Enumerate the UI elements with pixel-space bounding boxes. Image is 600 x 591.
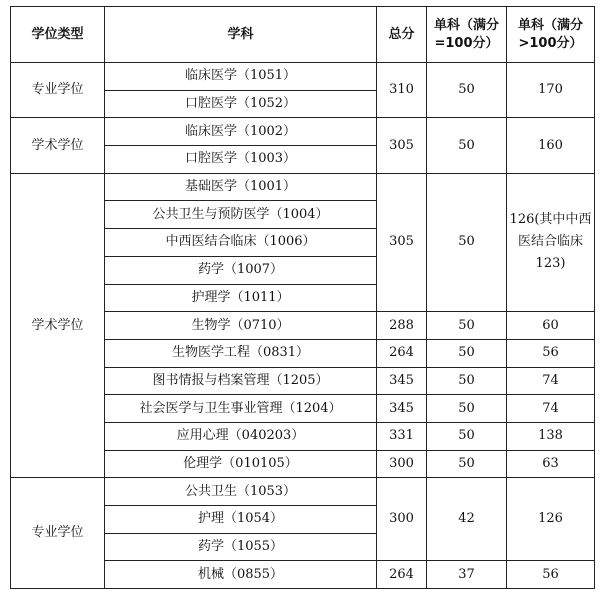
- total-score-cell: 310: [377, 63, 427, 118]
- single-100-cell: 37: [427, 561, 507, 589]
- subject-cell: 社会医学与卫生事业管理（1204）: [105, 395, 377, 423]
- subject-cell: 药学（1055）: [105, 533, 377, 561]
- subject-cell: 护理学（1011）: [105, 284, 377, 312]
- subject-cell: 护理（1054）: [105, 506, 377, 534]
- degree-type-cell: 学术学位: [11, 173, 105, 478]
- subject-cell: 机械（0855）: [105, 561, 377, 589]
- subject-cell: 公共卫生（1053）: [105, 478, 377, 506]
- degree-type-cell: 专业学位: [11, 63, 105, 118]
- header-row: [11, 7, 595, 63]
- single-gt100-cell: 56: [507, 339, 595, 367]
- total-score-cell: 305: [377, 173, 427, 311]
- single-gt100-cell: 126(其中中西 医结合临床 123): [507, 173, 595, 311]
- subject-cell: 中西医结合临床（1006）: [105, 229, 377, 257]
- single-gt100-cell: 74: [507, 395, 595, 423]
- total-score-cell: 331: [377, 422, 427, 450]
- subject-cell: 口腔医学（1003）: [105, 146, 377, 174]
- total-score-cell: 300: [377, 478, 427, 561]
- total-score-cell: 288: [377, 312, 427, 340]
- single-100-cell: 50: [427, 395, 507, 423]
- table-row: [11, 63, 595, 91]
- header-single-gt100: 单科（满分>100分）: [507, 7, 595, 63]
- single-100-cell: 50: [427, 173, 507, 311]
- subject-cell: 应用心理（040203）: [105, 422, 377, 450]
- table-row: [11, 173, 595, 201]
- single-gt100-cell: 56: [507, 561, 595, 589]
- degree-type-cell: 学术学位: [11, 118, 105, 173]
- single-gt100-cell: 60: [507, 312, 595, 340]
- total-score-cell: 300: [377, 450, 427, 478]
- single-100-cell: 50: [427, 367, 507, 395]
- single-gt100-cell: 126: [507, 478, 595, 561]
- total-score-cell: 264: [377, 339, 427, 367]
- header-single-100: 单科（满分=100分）: [427, 7, 507, 63]
- subject-cell: 基础医学（1001）: [105, 173, 377, 201]
- header-subject: 学科: [105, 7, 377, 63]
- table-row: [11, 118, 595, 146]
- header-degree-type: 学位类型: [11, 7, 105, 63]
- total-score-cell: 264: [377, 561, 427, 589]
- subject-cell: 临床医学（1051）: [105, 63, 377, 91]
- subject-cell: 伦理学（010105）: [105, 450, 377, 478]
- single-gt100-cell: 63: [507, 450, 595, 478]
- total-score-cell: 345: [377, 395, 427, 423]
- subject-cell: 生物学（0710）: [105, 312, 377, 340]
- single-gt100-cell: 74: [507, 367, 595, 395]
- single-100-cell: 50: [427, 450, 507, 478]
- subject-cell: 临床医学（1002）: [105, 118, 377, 146]
- score-line-table: [10, 6, 595, 589]
- header-total: 总分: [377, 7, 427, 63]
- subject-cell: 图书情报与档案管理（1205）: [105, 367, 377, 395]
- total-score-cell: 305: [377, 118, 427, 173]
- degree-type-cell: 专业学位: [11, 478, 105, 589]
- subject-cell: 生物医学工程（0831）: [105, 339, 377, 367]
- subject-cell: 口腔医学（1052）: [105, 90, 377, 118]
- table-row: [11, 478, 595, 506]
- single-100-cell: 50: [427, 118, 507, 173]
- single-gt100-cell: 160: [507, 118, 595, 173]
- total-score-cell: 345: [377, 367, 427, 395]
- single-100-cell: 42: [427, 478, 507, 561]
- single-100-cell: 50: [427, 339, 507, 367]
- single-gt100-cell: 138: [507, 422, 595, 450]
- subject-cell: 公共卫生与预防医学（1004）: [105, 201, 377, 229]
- single-100-cell: 50: [427, 422, 507, 450]
- single-100-cell: 50: [427, 312, 507, 340]
- subject-cell: 药学（1007）: [105, 256, 377, 284]
- single-gt100-cell: 170: [507, 63, 595, 118]
- single-100-cell: 50: [427, 63, 507, 118]
